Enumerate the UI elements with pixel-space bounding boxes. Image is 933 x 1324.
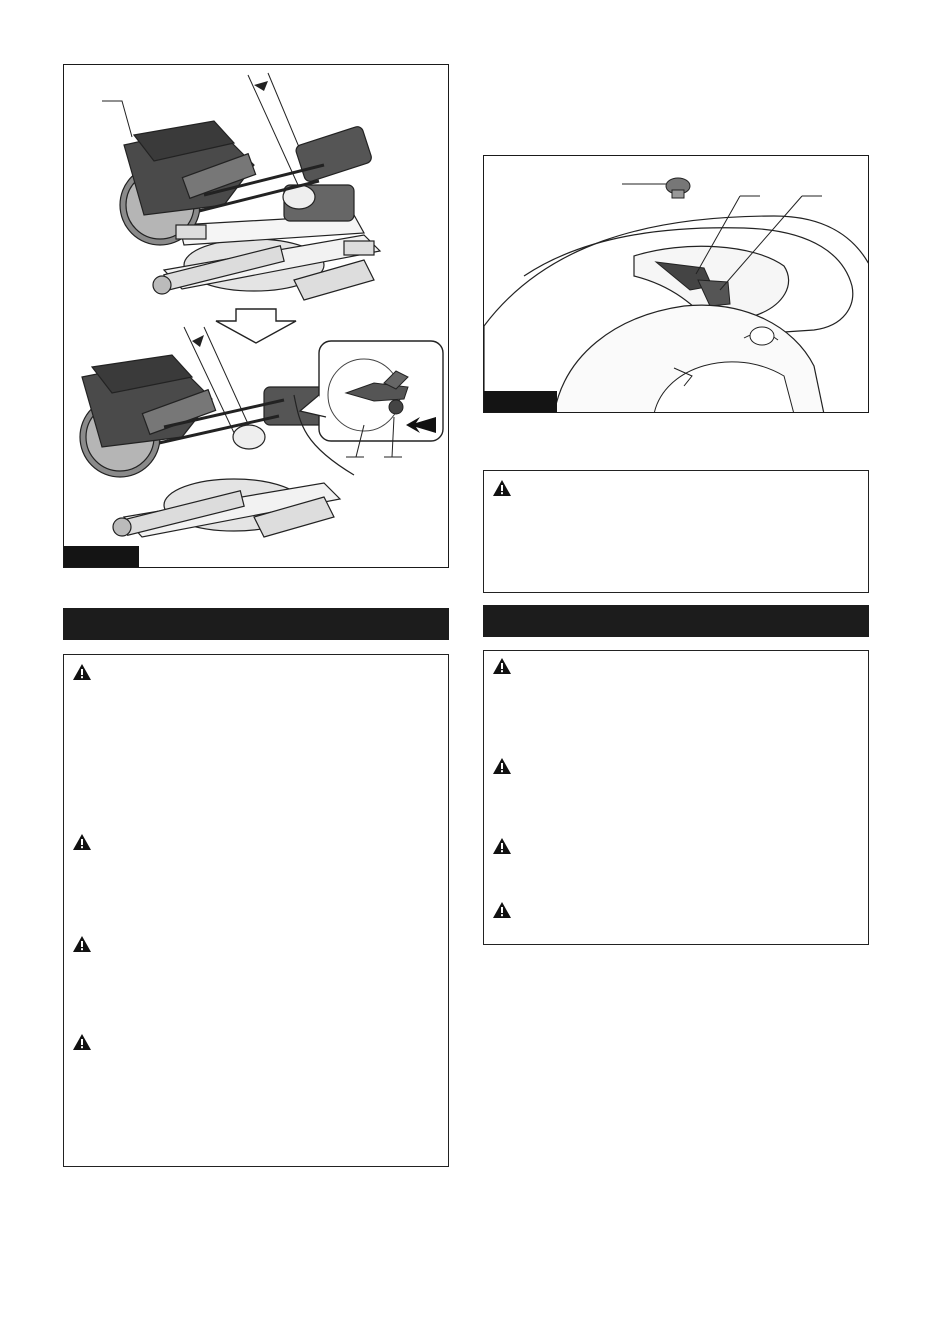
warning-triangle-icon [72,1033,92,1051]
warning-box-right-bottom [483,650,869,945]
section-heading-right [483,605,869,637]
section-heading-left [63,608,449,640]
figure-right [483,155,869,413]
rotation-arrow-icon-2 [192,335,204,347]
warning-triangle-icon [492,479,512,497]
warning-triangle-icon [492,901,512,919]
warning-triangle-icon [72,663,92,681]
figure-tag [483,391,557,413]
lock-pin-detail [300,341,443,457]
rotation-arrow-icon [254,81,268,91]
warning-triangle-icon [72,833,92,851]
warning-triangle-icon [492,657,512,675]
arrow-down-icon [216,309,296,343]
saw-upper [120,121,380,300]
saw-lower [80,355,354,537]
warning-triangle-icon [492,837,512,855]
figure-tag [63,546,139,568]
handle-illustration [484,156,869,413]
miter-saw-illustration [64,65,449,568]
warning-triangle-icon [492,757,512,775]
warning-box-left [63,654,449,1167]
warning-box-right-top [483,470,869,593]
figure-left [63,64,449,568]
warning-triangle-icon [72,935,92,953]
